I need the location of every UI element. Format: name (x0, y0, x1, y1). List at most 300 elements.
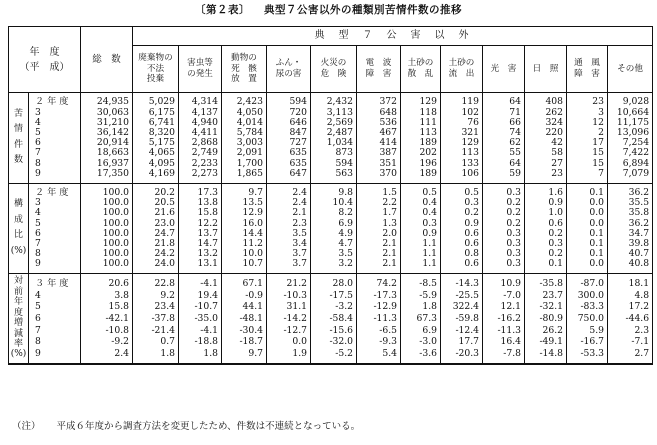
value-cell: -17.3 (357, 290, 401, 302)
year-cell: 9 (29, 168, 81, 183)
value-cell: -7.1 (608, 336, 653, 348)
value-cell: 1,865 (222, 168, 267, 183)
column-header-line: 通 風 (574, 58, 600, 69)
section-label-char: 度 (13, 307, 23, 318)
value-cell: 2,091 (222, 148, 267, 158)
value-cell: -83.3 (567, 301, 608, 313)
section-label-char: (%) (10, 349, 27, 360)
value-cell: 635 (267, 158, 311, 168)
column-header (441, 46, 483, 93)
value-cell: 1,700 (222, 158, 267, 168)
column-header (525, 46, 567, 93)
table-row (9, 274, 653, 290)
table-row (9, 249, 653, 259)
value-cell: 4,050 (222, 107, 267, 117)
value-cell: 76 (441, 117, 483, 127)
value-cell: -16.2 (483, 313, 525, 325)
value-cell: 0.1 (567, 238, 608, 248)
value-cell: 24.7 (133, 228, 179, 238)
year-cell: 3 (29, 107, 81, 117)
year-cell: 6 (29, 138, 81, 148)
value-cell: 28.0 (311, 274, 357, 290)
column-header-line: 尿の害 (275, 69, 302, 79)
value-cell: 0.3 (483, 238, 525, 248)
table-row (9, 228, 653, 238)
value-cell: 12 (567, 117, 608, 127)
section-label-char: 対 (13, 276, 23, 287)
column-header-line: 流 出 (448, 69, 475, 79)
column-header (267, 46, 311, 93)
value-cell: 62 (483, 138, 525, 148)
value-cell: 0.5 (401, 183, 441, 198)
value-cell: 0.1 (567, 183, 608, 198)
value-cell: 4,137 (179, 107, 222, 117)
value-cell: 0.2 (525, 228, 567, 238)
section-label-char: 件 (13, 139, 23, 150)
value-cell: 2.7 (608, 348, 653, 365)
value-cell: 13,096 (608, 128, 653, 138)
value-cell: 31.1 (267, 301, 311, 313)
value-cell: 4,940 (179, 117, 222, 127)
value-cell: 0.3 (483, 183, 525, 198)
value-cell: 23 (567, 93, 608, 108)
table-row (9, 117, 653, 127)
value-cell: 5.9 (567, 324, 608, 336)
value-cell: 42 (525, 138, 567, 148)
value-cell: 0.1 (567, 249, 608, 259)
value-cell: 13.2 (179, 249, 222, 259)
value-cell: -15.6 (311, 324, 357, 336)
value-cell: 9.7 (222, 183, 267, 198)
section-label-char: 比 (13, 230, 23, 241)
value-cell: 21.2 (267, 274, 311, 290)
value-cell: 118 (401, 107, 441, 117)
value-cell: -12.4 (441, 324, 483, 336)
value-cell: 13.5 (222, 198, 267, 208)
column-header-line: の発生 (187, 69, 213, 79)
value-cell: 2.4 (267, 183, 311, 198)
value-cell: 15.8 (81, 301, 133, 313)
value-cell: 0.5 (441, 183, 483, 198)
year-header-top: 年 度 (29, 46, 60, 58)
value-cell: -3.6 (401, 348, 441, 365)
value-cell: 31,210 (81, 117, 133, 127)
value-cell: 4.7 (311, 238, 357, 248)
value-cell: 0.6 (441, 238, 483, 248)
value-cell: 4,065 (133, 148, 179, 158)
value-cell: 414 (357, 138, 401, 148)
column-header-line: 光 害 (490, 63, 517, 74)
value-cell: 0.2 (441, 208, 483, 218)
value-cell: -87.0 (567, 274, 608, 290)
section-label (9, 274, 29, 365)
value-cell: -32.1 (525, 301, 567, 313)
value-cell: -3.2 (311, 301, 357, 313)
value-cell: 0.4 (401, 198, 441, 208)
value-cell: 5,175 (133, 138, 179, 148)
value-cell: 26.2 (525, 324, 567, 336)
value-cell: 2.1 (357, 249, 401, 259)
value-cell: 16,937 (81, 158, 133, 168)
value-cell: 17.2 (608, 301, 653, 313)
value-cell: 370 (357, 168, 401, 183)
value-cell: -58.4 (311, 313, 357, 325)
value-cell: -6.5 (357, 324, 401, 336)
value-cell: 67.1 (222, 274, 267, 290)
year-cell: 3 (29, 198, 81, 208)
value-cell: 594 (311, 158, 357, 168)
value-cell: -12.7 (267, 324, 311, 336)
value-cell: 100.0 (81, 259, 133, 274)
value-cell: 0.2 (483, 218, 525, 228)
value-cell: -20.3 (441, 348, 483, 365)
section-label-char: 情 (13, 124, 23, 135)
value-cell: 100.0 (81, 218, 133, 228)
value-cell: 3.4 (267, 238, 311, 248)
value-cell: 646 (267, 117, 311, 127)
value-cell: 24.0 (133, 259, 179, 274)
value-cell: 0.9 (525, 198, 567, 208)
value-cell: 3.2 (311, 259, 357, 274)
column-header-line: 土砂の (407, 58, 434, 69)
value-cell: 11,175 (608, 117, 653, 127)
year-cell: 5 (29, 301, 81, 313)
value-cell: -30.4 (222, 324, 267, 336)
value-cell: 1.8 (133, 348, 179, 365)
value-cell: 648 (357, 107, 401, 117)
value-cell: 6.9 (401, 324, 441, 336)
value-cell: 17.7 (441, 336, 483, 348)
section-label-char: 年 (13, 297, 23, 308)
value-cell: 1.8 (401, 301, 441, 313)
value-cell: 5,029 (133, 93, 179, 108)
value-cell: 10.4 (311, 198, 357, 208)
value-cell: 2 (567, 128, 608, 138)
value-cell: 2.1 (357, 259, 401, 274)
value-cell: 2.3 (608, 324, 653, 336)
value-cell: 23.4 (133, 301, 179, 313)
column-header (222, 46, 267, 93)
value-cell: 44.1 (222, 301, 267, 313)
value-cell: 12.9 (222, 208, 267, 218)
value-cell: 64 (483, 158, 525, 168)
value-cell: 873 (311, 148, 357, 158)
value-cell: 6,894 (608, 158, 653, 168)
year-cell: 8 (29, 249, 81, 259)
value-cell: 111 (401, 117, 441, 127)
value-cell: 1.5 (357, 183, 401, 198)
value-cell: 2,273 (179, 168, 222, 183)
value-cell: 2,487 (311, 128, 357, 138)
table-row (9, 158, 653, 168)
value-cell: 6,741 (133, 117, 179, 127)
value-cell: 21.6 (133, 208, 179, 218)
value-cell: 2,749 (179, 148, 222, 158)
value-cell: 0.6 (525, 218, 567, 228)
column-header-line: 害虫等 (187, 58, 213, 69)
value-cell: 106 (441, 168, 483, 183)
value-cell: 6.9 (311, 218, 357, 228)
value-cell: -10.8 (81, 324, 133, 336)
column-header-line: 土砂の (448, 58, 475, 69)
value-cell: 467 (357, 128, 401, 138)
value-cell: 13.8 (179, 198, 222, 208)
value-cell: 7,254 (608, 138, 653, 148)
value-cell: 750.0 (567, 313, 608, 325)
value-cell: 17 (567, 138, 608, 148)
value-cell: -7.8 (483, 348, 525, 365)
table-row (9, 138, 653, 148)
year-cell: 6 (29, 228, 81, 238)
value-cell: 36.2 (608, 183, 653, 198)
value-cell: -16.7 (567, 336, 608, 348)
value-cell: 2,432 (311, 93, 357, 108)
typical-group-header: 典 型 ７ 公 害 以 外 (133, 27, 653, 46)
value-cell: 2,569 (311, 117, 357, 127)
value-cell: 321 (441, 128, 483, 138)
value-cell: 3 (567, 107, 608, 117)
value-cell: 1.1 (401, 238, 441, 248)
value-cell: 12.1 (483, 301, 525, 313)
value-cell: -4.1 (179, 324, 222, 336)
value-cell: -49.1 (525, 336, 567, 348)
value-cell: 0.2 (483, 208, 525, 218)
value-cell: 22.8 (133, 274, 179, 290)
value-cell: 74.2 (357, 274, 401, 290)
column-header-line: 障 害 (365, 69, 392, 79)
value-cell: 189 (401, 168, 441, 183)
column-header-line: 散 乱 (407, 69, 434, 79)
column-header-line: 投棄 (146, 74, 165, 85)
header-row-1 (9, 27, 653, 46)
value-cell: 3.7 (267, 259, 311, 274)
table-row (9, 348, 653, 365)
value-cell: 113 (441, 148, 483, 158)
value-cell: 408 (525, 93, 567, 108)
year-cell: ２ 年 度 (29, 183, 81, 198)
section-label-char: 率 (13, 338, 23, 349)
column-header-line: 死 骸 (231, 63, 257, 74)
value-cell: 189 (401, 138, 441, 148)
value-cell: 30,063 (81, 107, 133, 117)
value-cell: 196 (401, 158, 441, 168)
value-cell: 0.4 (401, 208, 441, 218)
value-cell: 9.2 (133, 290, 179, 302)
value-cell: 0.3 (441, 198, 483, 208)
value-cell: 0.0 (567, 218, 608, 228)
value-cell: 8,320 (133, 128, 179, 138)
column-header-line: 電 波 (365, 58, 392, 69)
value-cell: 23.0 (133, 218, 179, 228)
table-row (9, 107, 653, 117)
footnote-tag: （注） (12, 421, 41, 432)
value-cell: -5.9 (401, 290, 441, 302)
table-row (9, 290, 653, 302)
value-cell: 18,663 (81, 148, 133, 158)
value-cell: 300.0 (567, 290, 608, 302)
value-cell: 17.3 (179, 183, 222, 198)
value-cell: 14.4 (222, 228, 267, 238)
value-cell: 13.1 (179, 259, 222, 274)
column-header-line: 廃棄物の (138, 52, 173, 63)
year-header (9, 27, 81, 93)
value-cell: 0.3 (483, 249, 525, 259)
value-cell: 2.2 (357, 198, 401, 208)
value-cell: 102 (441, 107, 483, 117)
section-label-char: 増 (13, 318, 23, 329)
value-cell: 1.7 (357, 208, 401, 218)
year-cell: ２ 年 度 (29, 93, 81, 108)
value-cell: 35.8 (608, 208, 653, 218)
value-cell: 1.9 (267, 348, 311, 365)
value-cell: -80.9 (525, 313, 567, 325)
value-cell: 563 (311, 168, 357, 183)
value-cell: 15 (567, 158, 608, 168)
value-cell: 4,014 (222, 117, 267, 127)
value-cell: 11.2 (222, 238, 267, 248)
value-cell: 202 (401, 148, 441, 158)
value-cell: 4.9 (311, 228, 357, 238)
table-row (9, 324, 653, 336)
value-cell: 35.5 (608, 198, 653, 208)
section-label-char: 前 (13, 286, 23, 297)
table-title-text: 典型７公害以外の種類別苦情件数の推移 (264, 4, 462, 16)
value-cell: 372 (357, 93, 401, 108)
value-cell: 113 (401, 128, 441, 138)
section-label-char: 苦 (13, 108, 23, 119)
value-cell: 20.5 (133, 198, 179, 208)
table-row (9, 208, 653, 218)
value-cell: 119 (441, 93, 483, 108)
value-cell: 324 (525, 117, 567, 127)
value-cell: 635 (267, 148, 311, 158)
value-cell: 40.7 (608, 249, 653, 259)
value-cell: 74 (483, 128, 525, 138)
table-row (9, 148, 653, 158)
value-cell: 0.6 (441, 259, 483, 274)
value-cell: 847 (267, 128, 311, 138)
value-cell: 10,664 (608, 107, 653, 117)
value-cell: 3.5 (311, 249, 357, 259)
value-cell: 2,868 (179, 138, 222, 148)
value-cell: 2.0 (357, 228, 401, 238)
value-cell: -18.8 (179, 336, 222, 348)
value-cell: 16.4 (483, 336, 525, 348)
value-cell: 2,423 (222, 93, 267, 108)
value-cell: 0.1 (525, 259, 567, 274)
column-header (483, 46, 525, 93)
value-cell: 15.8 (179, 208, 222, 218)
value-cell: 24.2 (133, 249, 179, 259)
value-cell: -3.0 (401, 336, 441, 348)
table-row (9, 218, 653, 228)
value-cell: 647 (267, 168, 311, 183)
table-row (9, 238, 653, 248)
value-cell: 0.3 (525, 238, 567, 248)
column-header-line: 障 害 (574, 69, 600, 79)
year-cell: 7 (29, 148, 81, 158)
value-cell: -11.3 (483, 324, 525, 336)
value-cell: -53.3 (567, 348, 608, 365)
column-header-line: 火災の (320, 58, 347, 69)
section-label-char: (%) (10, 245, 27, 256)
value-cell: 727 (267, 138, 311, 148)
value-cell: 351 (357, 158, 401, 168)
value-cell: -0.9 (222, 290, 267, 302)
column-header-line: 危 険 (320, 69, 347, 79)
value-cell: 594 (267, 93, 311, 108)
column-header (401, 46, 441, 93)
value-cell: 100.0 (81, 183, 133, 198)
value-cell: -11.3 (357, 313, 401, 325)
value-cell: 20,914 (81, 138, 133, 148)
complaints-table (8, 26, 653, 365)
value-cell: 3,003 (222, 138, 267, 148)
value-cell: 20.2 (133, 183, 179, 198)
value-cell: -9.2 (81, 336, 133, 348)
table-number: 〔第２表〕 (195, 4, 250, 16)
column-header (357, 46, 401, 93)
table-row (9, 93, 653, 108)
value-cell: 7,422 (608, 148, 653, 158)
value-cell: 5.4 (357, 348, 401, 365)
column-header-line: 日 照 (532, 63, 559, 74)
value-cell: -35.0 (179, 313, 222, 325)
value-cell: 58 (525, 148, 567, 158)
value-cell: 0.3 (483, 259, 525, 274)
value-cell: -7.0 (483, 290, 525, 302)
section-label-char: 構 (13, 199, 23, 210)
value-cell: 19.4 (179, 290, 222, 302)
value-cell: 64 (483, 93, 525, 108)
value-cell: 24,935 (81, 93, 133, 108)
value-cell: 1.3 (357, 218, 401, 228)
table-row (9, 128, 653, 138)
value-cell: 17,350 (81, 168, 133, 183)
value-cell: 387 (357, 148, 401, 158)
value-cell: -8.5 (401, 274, 441, 290)
year-cell: 8 (29, 158, 81, 168)
table-row (9, 168, 653, 183)
year-cell: 5 (29, 128, 81, 138)
column-header-line: 不法 (146, 63, 165, 74)
value-cell: 129 (441, 138, 483, 148)
value-cell: 1.6 (525, 183, 567, 198)
value-cell: 10.9 (483, 274, 525, 290)
column-header (179, 46, 222, 93)
value-cell: 4,411 (179, 128, 222, 138)
value-cell: 55 (483, 148, 525, 158)
value-cell: 0.7 (133, 336, 179, 348)
value-cell: -4.1 (179, 274, 222, 290)
table-row (9, 336, 653, 348)
value-cell: -59.8 (441, 313, 483, 325)
value-cell: 3.8 (81, 290, 133, 302)
year-cell: 9 (29, 259, 81, 274)
value-cell: 6,175 (133, 107, 179, 117)
value-cell: 27 (525, 158, 567, 168)
value-cell: 3.5 (267, 228, 311, 238)
value-cell: 100.0 (81, 228, 133, 238)
value-cell: 0.2 (525, 249, 567, 259)
value-cell: 40.8 (608, 259, 653, 274)
column-header (608, 46, 653, 93)
value-cell: 3.7 (267, 249, 311, 259)
value-cell: -14.2 (267, 313, 311, 325)
year-cell: 4 (29, 290, 81, 302)
value-cell: 100.0 (81, 198, 133, 208)
value-cell: 100.0 (81, 208, 133, 218)
